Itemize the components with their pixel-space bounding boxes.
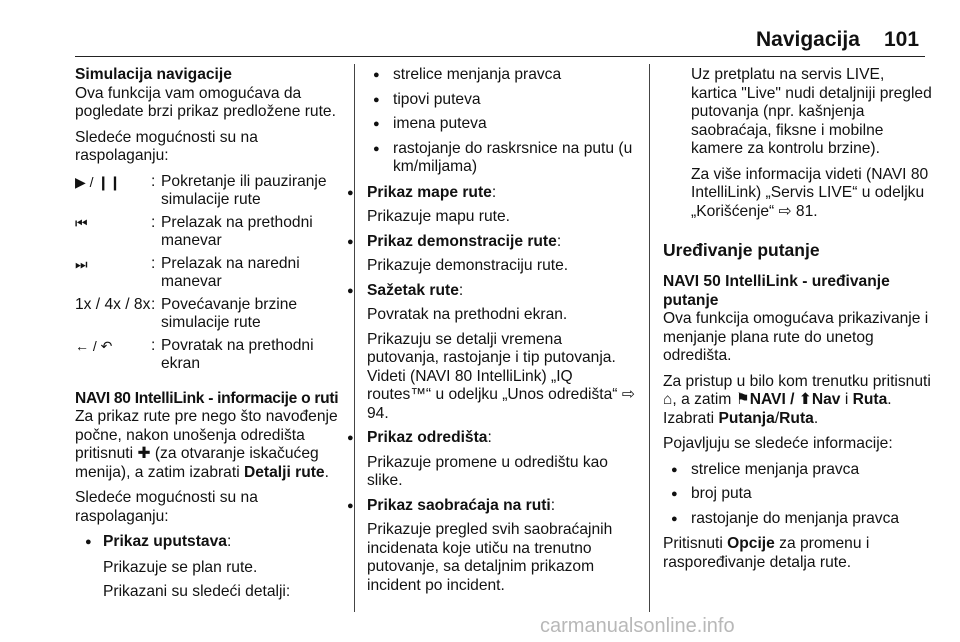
simulation-heading: Simulacija navigacije [75, 66, 232, 83]
list-item: ● rastojanje do menjanja pravca [665, 510, 933, 529]
bullet-desc: Prikazuje promene u odredištu kao slike. [367, 453, 608, 489]
key-row-play-pause: ▶ / ❙❙ : Pokretanje ili pauziranje simulacije rute [75, 173, 343, 210]
bullet-indent [75, 559, 343, 602]
bullet-desc: Povratak na prethodni ekran. [367, 306, 568, 323]
key-description: Prelazak na prethodni manevar [161, 213, 313, 249]
key-row-back: ← / ↶ : Povratak na prethodni ekran [75, 337, 343, 374]
page-number: 101 [884, 28, 920, 51]
options-intro-2: Sledeće mogućnosti su na raspolaganju: [75, 489, 258, 525]
key-row-next: ⏭ : Prelazak na naredni manevar [75, 255, 343, 292]
list-item: ● Sažetak rute: [341, 282, 635, 301]
route-label-2: Ruta [779, 409, 814, 427]
bullet-title: Prikaz saobraćaja na ruti [367, 496, 551, 514]
navi50-edit-route-heading: NAVI 50 IntelliLink - uređivanje putanje [663, 273, 890, 309]
list-item: ● Prikaz uputstava: [75, 533, 343, 552]
bullet-details: Prikazani su sledeći detalji: [103, 583, 291, 600]
bullet-title: Prikaz odredišta [367, 429, 488, 446]
info-intro: Pojavljuju se sledeće informacije: [663, 435, 893, 452]
list-item: ● imena puteva [367, 115, 635, 134]
home-icon: ⌂ [663, 391, 673, 408]
header-rule [75, 56, 925, 57]
navi-flag-icon: ⚑ [735, 391, 750, 408]
list-item: ● strelice menjanja pravca [367, 66, 635, 85]
column-divider-2 [649, 64, 650, 612]
bullet-desc: Prikazuje se plan rute. [103, 558, 258, 576]
play-pause-icon: ▶ / ❙❙ [75, 173, 121, 190]
key-row-previous: ⏮ : Prelazak na prethodni manevar [75, 214, 343, 251]
bullet-desc: Prikazuju se detalji vremena putovanja, rastojanje i tip putovanja. Videti (NAVI 80 IntelliLink) „IQ routes™“ u odeljku „Unos odredišta“ ⇨ 94. [367, 330, 635, 422]
options-intro: Sledeće mogućnosti su na raspolaganju: [75, 128, 258, 164]
key-description: Povećavanje brzine simulacije rute [161, 295, 298, 331]
bullet-desc: Prikazuje demonstraciju rute. [367, 257, 569, 274]
options-instructions: Pritisnuti Opcije za promenu i raspoređivanje detalja rute. [663, 535, 870, 571]
bullet-title: Sažetak rute [367, 281, 459, 299]
options-label: Opcije [727, 535, 775, 552]
column-1 [75, 66, 343, 608]
route-label: Ruta [852, 391, 888, 408]
list-item: ● Prikaz mape rute: [341, 184, 635, 203]
path-label: Putanja [718, 409, 775, 427]
navi-label: NAVI [749, 391, 786, 408]
list-item: ● tipovi puteva [367, 91, 635, 110]
key-description: Povratak na prethodni ekran [161, 336, 314, 372]
navi80-route-info-body: Za prikaz rute pre nego što navođenje počne, nakon unošenja odredišta pritisnuti ✚ (za otvaranje iskačućeg menija), a zatim izabrati Detalji rute. [75, 408, 338, 481]
plus-icon: ✚ [137, 445, 151, 462]
list-item: ● Prikaz demonstracije rute: [341, 233, 635, 252]
bullet-title: Prikaz mape rute [367, 183, 492, 201]
route-details-label: Detalji rute [244, 463, 325, 481]
speed-key: 1x / 4x / 8x [75, 295, 151, 313]
nav-label: Nav [811, 391, 841, 408]
back-arrow-icon: ← / ↶ [75, 337, 113, 354]
nav-arrow-icon: ⬆ [798, 391, 812, 408]
key-description: Prelazak na naredni manevar [161, 254, 300, 290]
list-item: ● broj puta [665, 485, 933, 504]
info-list [663, 461, 933, 529]
section-heading: Uređivanje putanje [663, 240, 820, 260]
bullet-title: Prikaz demonstracije rute [367, 232, 557, 250]
route-info-list [75, 533, 343, 552]
skip-next-icon: ⏭ [75, 255, 88, 272]
live-service-text: Uz pretplatu na servis LIVE, kartica "Live" nudi detaljniji pregled putovanja (npr. kašnjenja saobraćaja, fiksne i mobilne kamere za kontrolu brzine). [691, 66, 932, 157]
column-2 [367, 66, 635, 601]
simulation-body: Ova funkcija vam omogućava da pogledate brzi prikaz predložene rute. [75, 84, 336, 120]
list-item: ● strelice menjanja pravca [665, 461, 933, 480]
navi50-edit-route-body: Ova funkcija omogućava prikazivanje i menjanje plana rute do unetog odredišta. [663, 310, 929, 364]
bullet-title: Prikaz uputstava [103, 533, 227, 550]
navi80-route-info-heading: NAVI 80 IntelliLink - informacije o ruti [75, 389, 339, 407]
live-service-reference: Za više informacija videti (NAVI 80 IntelliLink) „Servis LIVE“ u odeljku „Korišćenje“ ⇨ 81. [691, 165, 929, 220]
key-description: Pokretanje ili pauziranje simulacije rute [161, 172, 327, 208]
list-item: ● Prikaz saobraćaja na ruti: [341, 497, 635, 516]
list-item: ● Prikaz odredišta: [341, 429, 635, 448]
watermark: carmanualsonline.info [540, 615, 735, 637]
bullet-desc: Prikazuje mapu rute. [367, 208, 511, 225]
bullet-desc: Prikazuje pregled svih saobraćajnih incidenata koje utiču na trenutno putovanje, sa detaljnim prikazom incident po incident. [367, 521, 613, 594]
key-row-speed: 1x / 4x / 8x : Povećavanje brzine simulacije rute [75, 296, 343, 333]
skip-previous-icon: ⏮ [75, 214, 88, 231]
access-instructions: Za pristup u bilo kom trenutku pritisnuti ⌂, a zatim ⚑NAVI / ⬆Nav i Ruta. Izabrati Putanja/Ruta. [663, 372, 931, 427]
column-3 [663, 66, 933, 579]
list-item: ● rastojanje do raskrsnice na putu (u km/miljama) [367, 140, 635, 177]
page-header-title: Navigacija [756, 28, 860, 51]
detail-list [367, 66, 635, 177]
